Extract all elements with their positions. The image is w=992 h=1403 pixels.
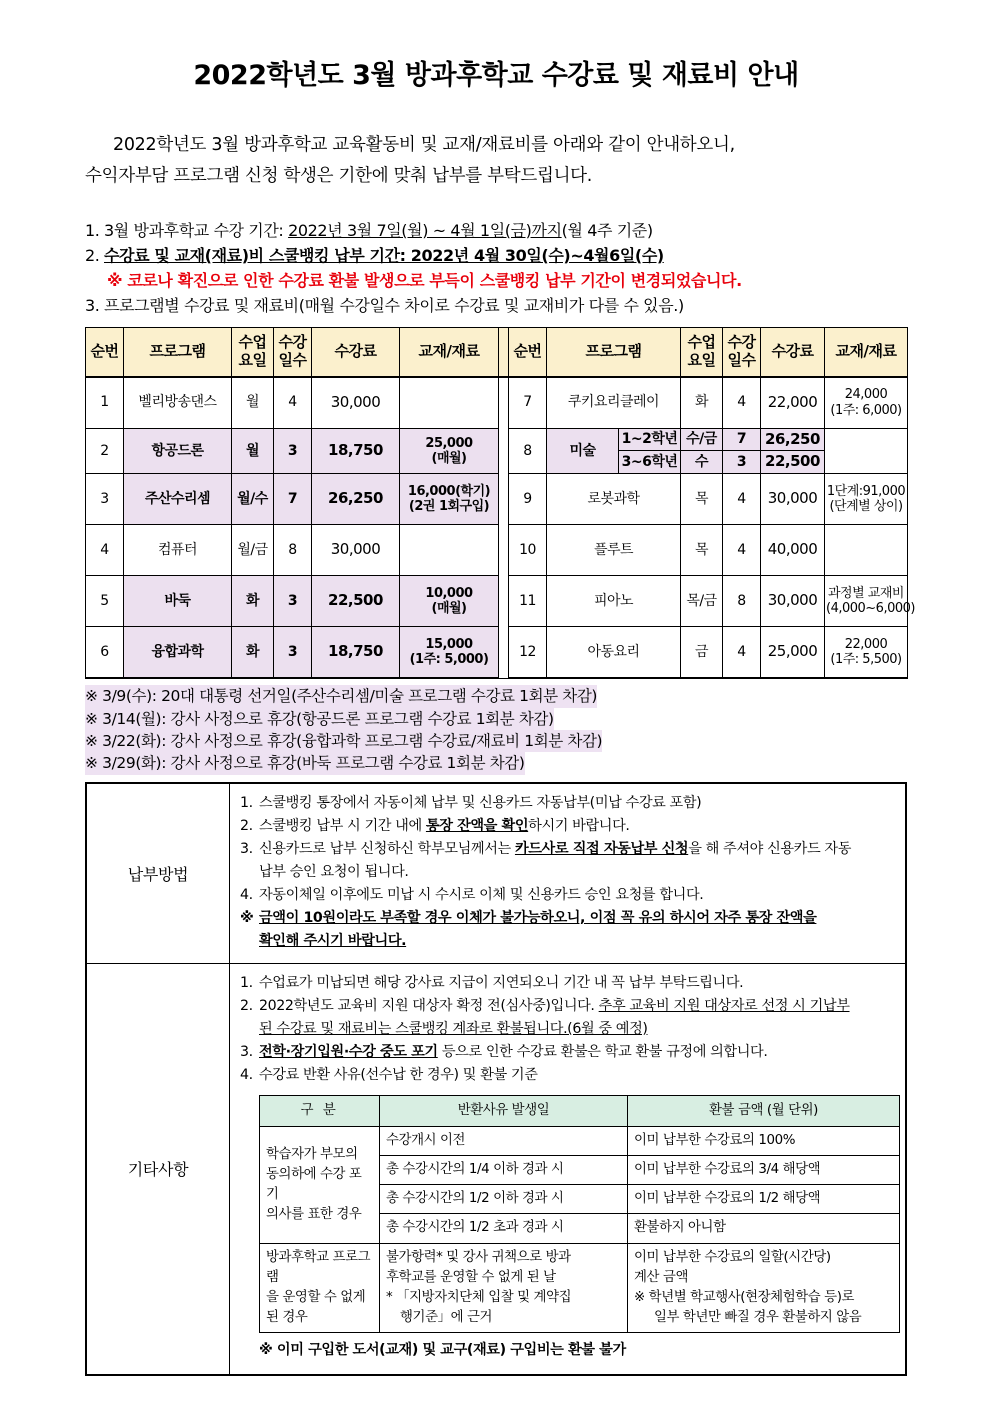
schedule-change-notes: [85, 685, 907, 775]
table-column-gap: [499, 377, 509, 678]
cell-count: 7: [274, 474, 312, 525]
th-count-right-l1: 수강: [727, 333, 756, 352]
refund-th-amount: 환불 금액 (월 단위): [628, 1095, 900, 1126]
cell-material-l2: (1주: 6,000): [830, 402, 902, 418]
payment-item-5-text: 금액이 10원이라도 부족할 경우 이체가 불가능하오니, 이점 꼭 유의 하시어 자주 통장 잔액을: [259, 909, 817, 926]
th-day-right: [681, 327, 723, 377]
th-no-right: 순번: [509, 327, 547, 377]
cell-fee: 26,250: [761, 428, 825, 451]
th-day-left-l1: 수업: [238, 333, 267, 352]
table-row: [86, 627, 908, 679]
cell-program: 플루트: [547, 525, 681, 576]
refund-category-2-l2: 을 운영할 수 없게: [266, 1289, 366, 1305]
note-2-number: 2.: [85, 245, 100, 265]
refund-reason-2-l3: * 「지방자치단체 입찰 및 계약집: [386, 1289, 572, 1305]
table-row: [86, 525, 908, 576]
cell-count: 8: [274, 525, 312, 576]
refund-row: [260, 1243, 900, 1332]
cell-material: [825, 428, 908, 473]
cell-no: 6: [86, 627, 124, 679]
cell-count: 4: [274, 377, 312, 429]
refund-reason-2-l2: 후학교를 운영할 수 없게 된 날: [386, 1269, 556, 1285]
cell-grade: 1~2학년: [619, 428, 681, 451]
table-row: [86, 428, 908, 451]
refund-category-1-l1: 학습자가 부모의: [266, 1146, 358, 1162]
other-matters-body: [230, 963, 907, 1374]
refund-category-1-l3: 의사를 표한 경우: [266, 1206, 362, 1222]
cell-day: 월: [232, 428, 274, 473]
cell-day: 목: [681, 525, 723, 576]
th-count-left: [274, 327, 312, 377]
cell-count: 4: [723, 474, 761, 525]
table-row: [86, 576, 908, 627]
note-3-text: 프로그램별 수강료 및 재료비(매월 수강일수 차이로 수강료 및 교재비가 다를 수 있음.): [104, 296, 684, 316]
th-count-left-l1: 수강: [278, 333, 307, 352]
refund-reason: 총 수강시간의 1/4 이하 경과 시: [380, 1156, 628, 1185]
cell-no: 2: [86, 428, 124, 473]
note-item-2: [85, 243, 907, 268]
th-fee-left: 수강료: [312, 327, 400, 377]
cell-no: 4: [86, 525, 124, 576]
payment-item-2-text-c: 하시기 바랍니다.: [528, 817, 630, 834]
schedule-note-4: ※ 3/29(화): 강사 사정으로 휴강(바둑 프로그램 수강료 1회분 차감): [85, 752, 525, 774]
payment-item-3: [240, 838, 895, 861]
others-item-2-continued: 된 수강료 및 재료비는 스쿨뱅킹 계좌로 환불됩니다.(6월 중 예정): [259, 1020, 648, 1037]
cell-material-l2: (단계별 상이): [829, 499, 903, 515]
refund-category-2-l1: 방과후학교 프로그램: [266, 1249, 371, 1285]
cell-day: 화: [681, 377, 723, 429]
cell-count: 3: [274, 428, 312, 473]
th-program-left: 프로그램: [124, 327, 232, 377]
refund-criteria-table: [259, 1095, 900, 1333]
cell-material-l2: (매월): [431, 450, 467, 466]
others-item-1-text: 수업료가 미납되면 해당 강사료 지급이 지연되오니 기간 내 꼭 납부 부탁드립니다.: [259, 974, 744, 991]
payment-item-2-emphasis: 통장 잔액을 확인: [425, 817, 529, 834]
table-column-gap: [499, 327, 509, 377]
cell-program: 쿠키요리클레이: [547, 377, 681, 429]
cell-count: 4: [723, 377, 761, 429]
cell-fee: 40,000: [761, 525, 825, 576]
payment-method-label: 납부방법: [86, 783, 230, 964]
cell-day: 월/금: [232, 525, 274, 576]
payment-item-2: [240, 815, 895, 838]
refund-th-category: 구 분: [260, 1095, 380, 1126]
cell-fee: 22,000: [761, 377, 825, 429]
th-day-right-l2: 요일: [687, 350, 716, 369]
th-day-right-l1: 수업: [687, 333, 716, 352]
cell-day: 금: [681, 627, 723, 679]
note-2-text: 수강료 및 교재(재료)비 스쿨뱅킹 납부 기간: 2022년 4월 30일(수)~4월6일(수): [104, 245, 664, 265]
cell-day: 목/금: [681, 576, 723, 627]
cell-day: 화: [232, 576, 274, 627]
note-1-prefix: 3월 방과후학교 수강 기간:: [104, 220, 289, 240]
payment-item-5-continued: 확인해 주시기 바랍니다.: [259, 932, 407, 949]
refund-amount: 이미 납부한 수강료의 1/2 해당액: [628, 1185, 900, 1214]
cell-fee: 30,000: [761, 576, 825, 627]
payment-item-2-marker: 2.: [240, 817, 253, 834]
others-item-1-marker: 1.: [240, 974, 253, 991]
cell-program: 로봇과학: [547, 474, 681, 525]
refund-category-2-l3: 된 경우: [266, 1309, 308, 1325]
cell-no: 1: [86, 377, 124, 429]
payment-method-body: [230, 783, 907, 964]
refund-amount: 이미 납부한 수강료의 3/4 해당액: [628, 1156, 900, 1185]
cell-material-l1: 1단계:91,000: [826, 483, 906, 499]
others-item-3: [240, 1041, 895, 1064]
cell-material: [400, 525, 499, 576]
cell-program: 항공드론: [124, 428, 232, 473]
cell-material-l1: 16,000(학기): [407, 483, 491, 499]
others-item-3-emphasis: 전학·장기입원·수강 중도 포기: [259, 1043, 438, 1060]
payment-item-3-continued: 납부 승인 요청이 됩니다.: [259, 863, 409, 880]
cell-program: 바둑: [124, 576, 232, 627]
intro-line-1: 2022학년도 3월 방과후학교 교육활동비 및 교재/재료비를 아래와 같이 안내하오니,: [113, 135, 735, 156]
refund-category-2: [260, 1243, 380, 1332]
cell-material-l1: 과정별 교재비: [828, 585, 904, 601]
cell-material: [825, 377, 908, 429]
th-material-left: 교재/재료: [400, 327, 499, 377]
cell-material: [400, 627, 499, 679]
cell-no: 8: [509, 428, 547, 473]
cell-program: 아동요리: [547, 627, 681, 679]
refund-amount-2-l3: ※ 학년별 학교행사(현장체험학습 등)로: [634, 1289, 855, 1305]
refund-reason: 수강개시 이전: [380, 1127, 628, 1156]
refund-amount-2-l4: 일부 학년만 빠질 경우 환불하지 않음: [654, 1309, 862, 1325]
cell-count: 8: [723, 576, 761, 627]
th-program-right: 프로그램: [547, 327, 681, 377]
cell-material: [825, 627, 908, 679]
cell-count: 3: [274, 627, 312, 679]
cell-day: 화: [232, 627, 274, 679]
cell-material: [825, 474, 908, 525]
cell-material: [825, 525, 908, 576]
cell-count: 4: [723, 525, 761, 576]
payment-item-3-emphasis: 카드사로 직접 자동납부 신청: [514, 840, 689, 857]
cell-program: 피아노: [547, 576, 681, 627]
schedule-note-2: ※ 3/14(월): 강사 사정으로 휴강(항공드론 프로그램 수강료 1회분 차감): [85, 708, 554, 730]
refund-reason-2: [380, 1243, 628, 1332]
cell-fee: 30,000: [312, 377, 400, 429]
cell-program: 미술: [547, 428, 619, 473]
cell-material-l1: 10,000: [425, 585, 473, 601]
cell-day: 수/금: [681, 428, 723, 451]
th-day-left-l2: 요일: [238, 350, 267, 369]
schedule-note-row: [85, 752, 907, 774]
refund-th-reason: 반환사유 발생일: [380, 1095, 628, 1126]
cell-fee: 30,000: [312, 525, 400, 576]
others-item-3-text: 등으로 인한 수강료 환불은 학교 환불 규정에 의합니다.: [437, 1043, 768, 1060]
cell-no: 10: [509, 525, 547, 576]
cell-no: 9: [509, 474, 547, 525]
cell-no: 12: [509, 627, 547, 679]
fee-table: [85, 327, 915, 679]
cell-count: 3: [723, 451, 761, 474]
th-count-right: [723, 327, 761, 377]
cell-day: 수: [681, 451, 723, 474]
cell-material: [825, 576, 915, 627]
cell-material-l2: (매월): [431, 601, 467, 617]
cell-program: 융합과학: [124, 627, 232, 679]
cell-no: 3: [86, 474, 124, 525]
cell-material: [400, 428, 499, 473]
cell-no: 11: [509, 576, 547, 627]
note-1-suffix: (월 4주 기준): [561, 220, 653, 240]
others-item-4-text: 수강료 반환 사유(선수납 한 경우) 및 환불 기준: [259, 1066, 538, 1083]
cell-material: [400, 474, 499, 525]
th-count-left-l2: 일수: [278, 350, 307, 369]
cell-fee: 18,750: [312, 627, 400, 679]
note-2-warning: ※ 코로나 확진으로 인한 수강료 환불 발생으로 부득이 스쿨뱅킹 납부 기간이 변경되었습니다.: [107, 271, 742, 291]
cell-program: 벨리방송댄스: [124, 377, 232, 429]
cell-material-l2: (1주: 5,500): [830, 652, 902, 668]
refund-header-row: [260, 1095, 900, 1126]
other-matters-label: 기타사항: [86, 963, 230, 1374]
notes-list: [85, 218, 907, 319]
cell-grade: 3~6학년: [619, 451, 681, 474]
cell-count: 4: [723, 627, 761, 679]
cell-material: [400, 377, 499, 429]
refund-reason: 총 수강시간의 1/2 초과 경과 시: [380, 1214, 628, 1243]
refund-footnote: ※ 이미 구입한 도서(교재) 및 교구(재료) 구입비는 환불 불가: [259, 1341, 626, 1358]
refund-category-1: [260, 1127, 380, 1243]
cell-material-l2: (2권 1회구입): [408, 499, 490, 515]
schedule-note-1: ※ 3/9(수): 20대 대통령 선거일(주산수리셈/미술 프로그램 수강료 1회분 차감): [85, 685, 597, 707]
payment-item-4-text: 자동이체일 이후에도 미납 시 수시로 이체 및 신용카드 승인 요청를 합니다.: [259, 886, 704, 903]
refund-reason-2-l1: 불가항력* 및 강사 귀책으로 방과: [386, 1249, 571, 1265]
cell-no: 7: [509, 377, 547, 429]
refund-amount: 이미 납부한 수강료의 100%: [628, 1127, 900, 1156]
cell-count: 7: [723, 428, 761, 451]
cell-material-l2: (1주: 5,000): [409, 652, 489, 668]
cell-program: 컴퓨터: [124, 525, 232, 576]
payment-item-4: [240, 884, 895, 907]
th-material-right: 교재/재료: [825, 327, 908, 377]
fee-table-header-row: [86, 327, 908, 377]
schedule-note-row: [85, 708, 907, 730]
table-row: [86, 377, 908, 429]
others-item-4: [240, 1064, 895, 1087]
refund-reason-2-l4: 행기준」에 근거: [400, 1309, 493, 1325]
payment-item-3-text-a: 신용카드로 납부 신청하신 학부모님께서는: [259, 840, 515, 857]
th-no-left: 순번: [86, 327, 124, 377]
payment-item-3-marker: 3.: [240, 840, 253, 857]
cell-program: 주산수리셈: [124, 474, 232, 525]
payment-item-1-text: 스쿨뱅킹 통장에서 자동이체 납부 및 신용카드 자동납부(미납 수강료 포함): [259, 794, 702, 811]
intro-line-2: 수익자부담 프로그램 신청 학생은 기한에 맞춰 납부를 부탁드립니다.: [85, 166, 593, 187]
payment-item-4-marker: 4.: [240, 886, 253, 903]
cell-fee: 25,000: [761, 627, 825, 679]
refund-amount-2-l1: 이미 납부한 수강료의 일할(시간당): [634, 1249, 831, 1265]
payment-item-3-text-c: 을 해 주셔야 신용카드 자동: [688, 840, 852, 857]
cell-material-l2: (4,000~6,000): [826, 601, 915, 617]
others-item-2-underline: 추후 교육비 지원 대상자로 선정 시 기납부: [598, 997, 850, 1014]
note-item-3: [85, 293, 907, 318]
payment-item-5-marker: ※: [240, 909, 254, 926]
table-row: [86, 474, 908, 525]
note-item-1: [85, 218, 907, 243]
cell-day: 월: [232, 377, 274, 429]
cell-fee: 18,750: [312, 428, 400, 473]
others-item-2: [240, 995, 895, 1018]
cell-no: 5: [86, 576, 124, 627]
cell-day: 월/수: [232, 474, 274, 525]
schedule-note-row: [85, 685, 907, 707]
refund-amount: 환불하지 아니함: [628, 1214, 900, 1243]
note-3-number: 3.: [85, 296, 100, 316]
cell-day: 목: [681, 474, 723, 525]
th-day-left: [232, 327, 274, 377]
cell-fee: 22,500: [312, 576, 400, 627]
cell-material-l1: 25,000: [425, 435, 473, 451]
cell-fee: 30,000: [761, 474, 825, 525]
others-item-2-marker: 2.: [240, 997, 253, 1014]
others-item-3-marker: 3.: [240, 1043, 253, 1060]
note-1-number: 1.: [85, 220, 100, 240]
cell-material: [400, 576, 499, 627]
cell-material-l1: 22,000: [844, 636, 888, 652]
info-table: [85, 782, 907, 1376]
cell-fee: 26,250: [312, 474, 400, 525]
other-matters-row: [86, 963, 906, 1374]
th-fee-right: 수강료: [761, 327, 825, 377]
refund-row: [260, 1127, 900, 1156]
refund-amount-2-l2: 계산 금액: [634, 1269, 688, 1285]
others-item-2-text-a: 2022학년도 교육비 지원 대상자 확정 전(심사중)입니다.: [259, 997, 599, 1014]
cell-count: 3: [274, 576, 312, 627]
others-item-1: [240, 972, 895, 995]
others-item-4-marker: 4.: [240, 1066, 253, 1083]
schedule-note-row: [85, 730, 907, 752]
refund-amount-2: [628, 1243, 900, 1332]
payment-item-2-text-a: 스쿨뱅킹 납부 시 기간 내에: [259, 817, 426, 834]
note-1-period: 2022년 3월 7일(월) ~ 4월 1일(금)까지: [288, 220, 562, 240]
cell-material-l1: 15,000: [425, 636, 473, 652]
refund-reason: 총 수강시간의 1/2 이하 경과 시: [380, 1185, 628, 1214]
page-title: 2022학년도 3월 방과후학교 수강료 및 재료비 안내: [193, 60, 799, 91]
payment-method-row: [86, 783, 906, 964]
payment-item-1: [240, 792, 895, 815]
cell-material-l1: 24,000: [844, 387, 888, 403]
refund-category-1-l2: 동의하에 수강 포기: [266, 1166, 362, 1202]
schedule-note-3: ※ 3/22(화): 강사 사정으로 휴강(융합과학 프로그램 수강료/재료비 1회분 차감): [85, 730, 602, 752]
payment-item-5: [240, 907, 895, 930]
payment-item-1-marker: 1.: [240, 794, 253, 811]
th-count-right-l2: 일수: [727, 350, 756, 369]
intro-paragraph: [85, 130, 907, 191]
cell-fee: 22,500: [761, 451, 825, 474]
